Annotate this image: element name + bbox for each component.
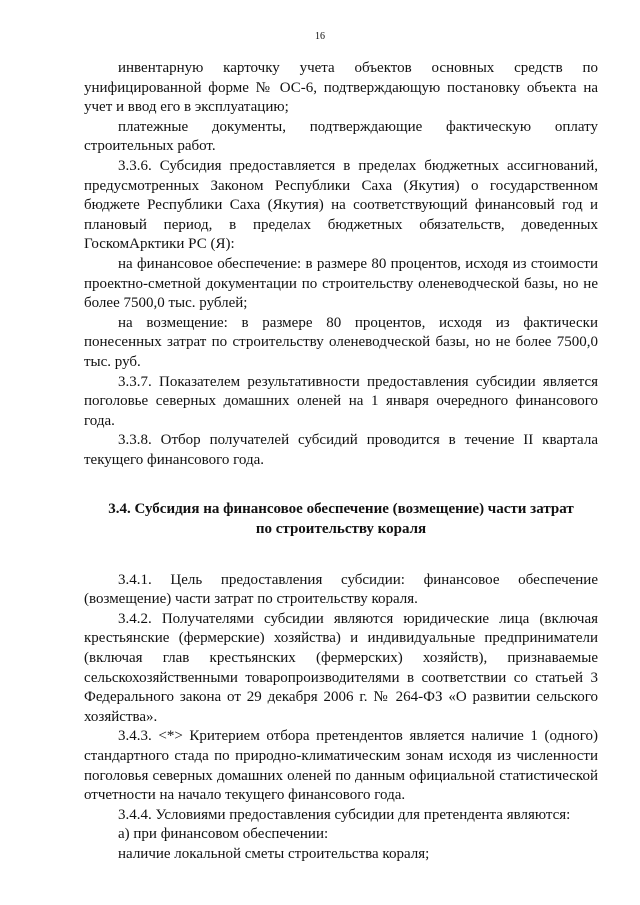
paragraph: 3.4.1. Цель предоставления субсидии: финансовое обеспечение (возмещение) части затрат по строительству кораля. — [84, 571, 598, 608]
paragraph: 3.4.4. Условиями предоставления субсидии для претендента являются: — [118, 806, 571, 823]
paragraph: инвентарную карточку учета объектов основных средств по унифицированной форме № ОС-6, подтверждающую постановку объекта на учет и ввод его в эксплуатацию; — [84, 60, 598, 116]
page-number: 16 — [315, 31, 325, 42]
paragraph: 3.4.3. <*> Критерием отбора претендентов является наличие 1 (одного) стандартного стада по природно-климатическим зонам исходя из численности поголовья северных домашних оленей по данным официальной статистической отчетности на начало текущего финансового года. — [84, 728, 598, 804]
paragraph: а) при финансовом обеспечении: — [118, 826, 329, 843]
paragraph: 3.4.2. Получателями субсидии являются юридические лица (включая крестьянские (фермерские) хозяйства) и индивидуальные предприниматели (включая глав крестьянских (фермерских) хозяйств), признаваемые сельскохозяйственными товаропроизводителями в соответствии со статьей 3 Федерального закона от 29 декабря 2006 г. № 264-ФЗ «О развитии сельского хозяйства». — [84, 610, 598, 725]
section-heading-line1: 3.4. Субсидия на финансовое обеспечение (возмещение) части затрат — [108, 501, 574, 518]
paragraph: 3.3.7. Показателем результативности предоставления субсидии является поголовье северных домашних оленей на 1 января очередного финансового года. — [84, 373, 598, 429]
paragraph: 3.3.6. Субсидия предоставляется в пределах бюджетных ассигнований, предусмотренных Законом Республики Саха (Якутия) о государственном бюджете Республики Саха (Якутия) на соответствующий финансовый год и плановый период, в пределах бюджетных обязательств, доведенных ГоскомАрктики РС (Я): — [84, 157, 598, 253]
paragraph: на финансовое обеспечение: в размере 80 процентов, исходя из стоимости проектно-сметной документации по строительству оленеводческой базы, но не более 7500,0 тыс. рублей; — [84, 255, 598, 312]
document-body — [84, 59, 598, 865]
paragraph: 3.3.8. Отбор получателей субсидий проводится в течение II квартала текущего финансового года. — [84, 432, 598, 468]
paragraph: наличие локальной сметы строительства кораля; — [118, 845, 430, 862]
section-heading-line2: по строительству кораля — [255, 521, 427, 538]
paragraph: платежные документы, подтверждающие фактическую оплату строительных работ. — [84, 118, 598, 155]
paragraph: на возмещение: в размере 80 процентов, исходя из фактически понесенных затрат по строительству оленеводческой базы, но не более 7500,0 тыс. руб. — [84, 314, 598, 370]
